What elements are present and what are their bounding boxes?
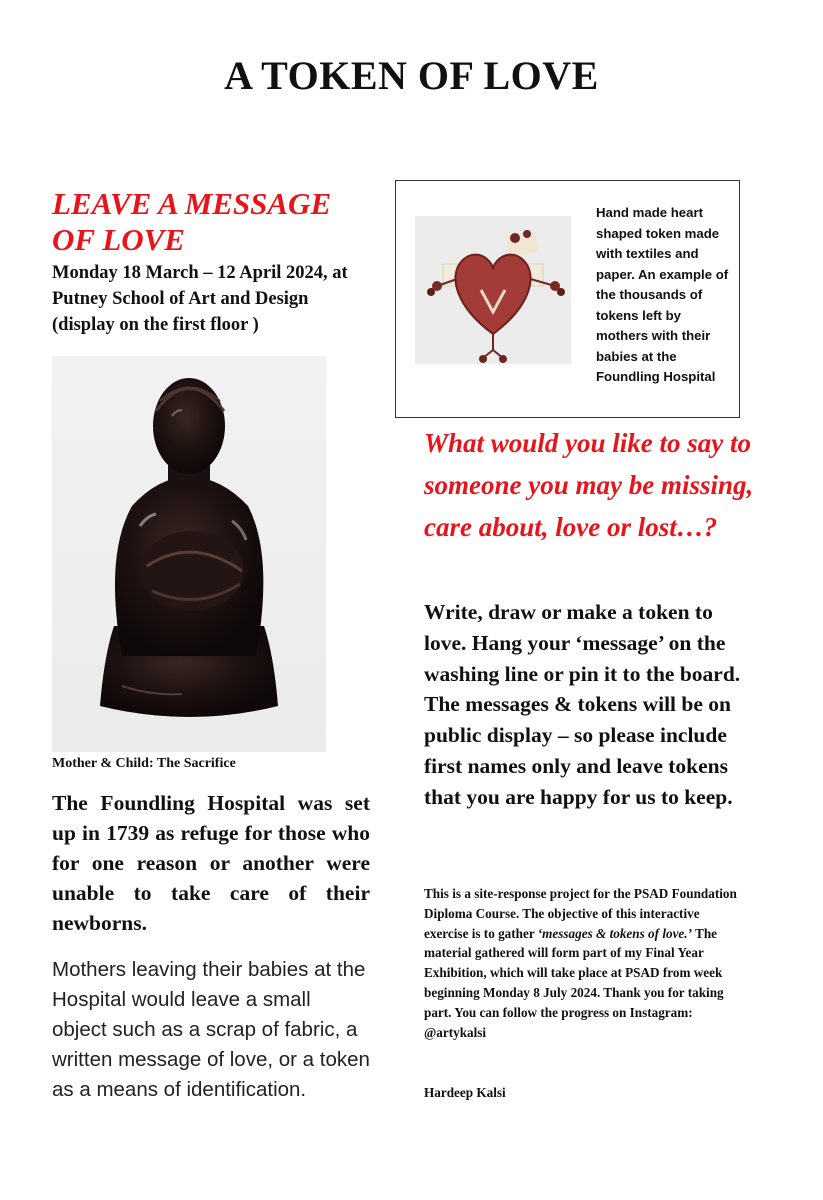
project-text-after: The material gathered will form part of my Final Year Exhibition, which will take place at PSAD from week beginning Monday 8 July 2024. Thank you for taking part. You can follow the progress on Instagram: @artykalsi [424,925,724,1040]
heart-token-photo [415,216,571,364]
heart-token-image [415,216,571,364]
project-text-before: This is a site-response project for the PSAD Foundation Diploma Course. The objective of this interactive exercise is to gather [424,886,737,941]
photo-caption: Mother & Child: The Sacrifice [52,756,236,771]
foundling-paragraph: The Foundling Hospital was set up in 1739 as refuge for those who for one reason or another were unable to take care of their newborns. [52,791,370,935]
project-text-italic: ‘messages & tokens of love.’ [537,925,692,941]
event-dates: Monday 18 March – 12 April 2024, at Putney School of Art and Design (display on the first floor ) [52,263,348,335]
token-example-box [395,180,740,418]
instructions-paragraph: Write, draw or make a token to love. Hang your ‘message’ on the washing line or pin it to the board. The messages & tokens will be on public display – so please include first names only and leave tokens that you are happy for us to keep. [424,600,741,809]
sculpture-photo [52,356,326,752]
heading-line-1: LEAVE A MESSAGE [52,186,332,221]
mothers-paragraph: Mothers leaving their babies at the Hospital would leave a small object such as a scrap of fabric, a written message of love, or a token as a means of identification. [52,958,370,1101]
question-heading: What would you like to say to someone you may be missing, care about, love or lost…? [424,428,754,542]
left-header [52,186,372,338]
page-title: A TOKEN OF LOVE [224,53,599,98]
heading-line-2: OF LOVE [52,222,185,257]
project-paragraph [424,884,744,1042]
leave-message-heading [52,186,372,258]
mother-child-sculpture-image [52,356,326,752]
author-name: Hardeep Kalsi [424,1085,506,1100]
token-description: Hand made heart shaped token made with textiles and paper. An example of the thousands of tokens left by mothers with their babies at the Foundling Hospital [596,205,729,384]
